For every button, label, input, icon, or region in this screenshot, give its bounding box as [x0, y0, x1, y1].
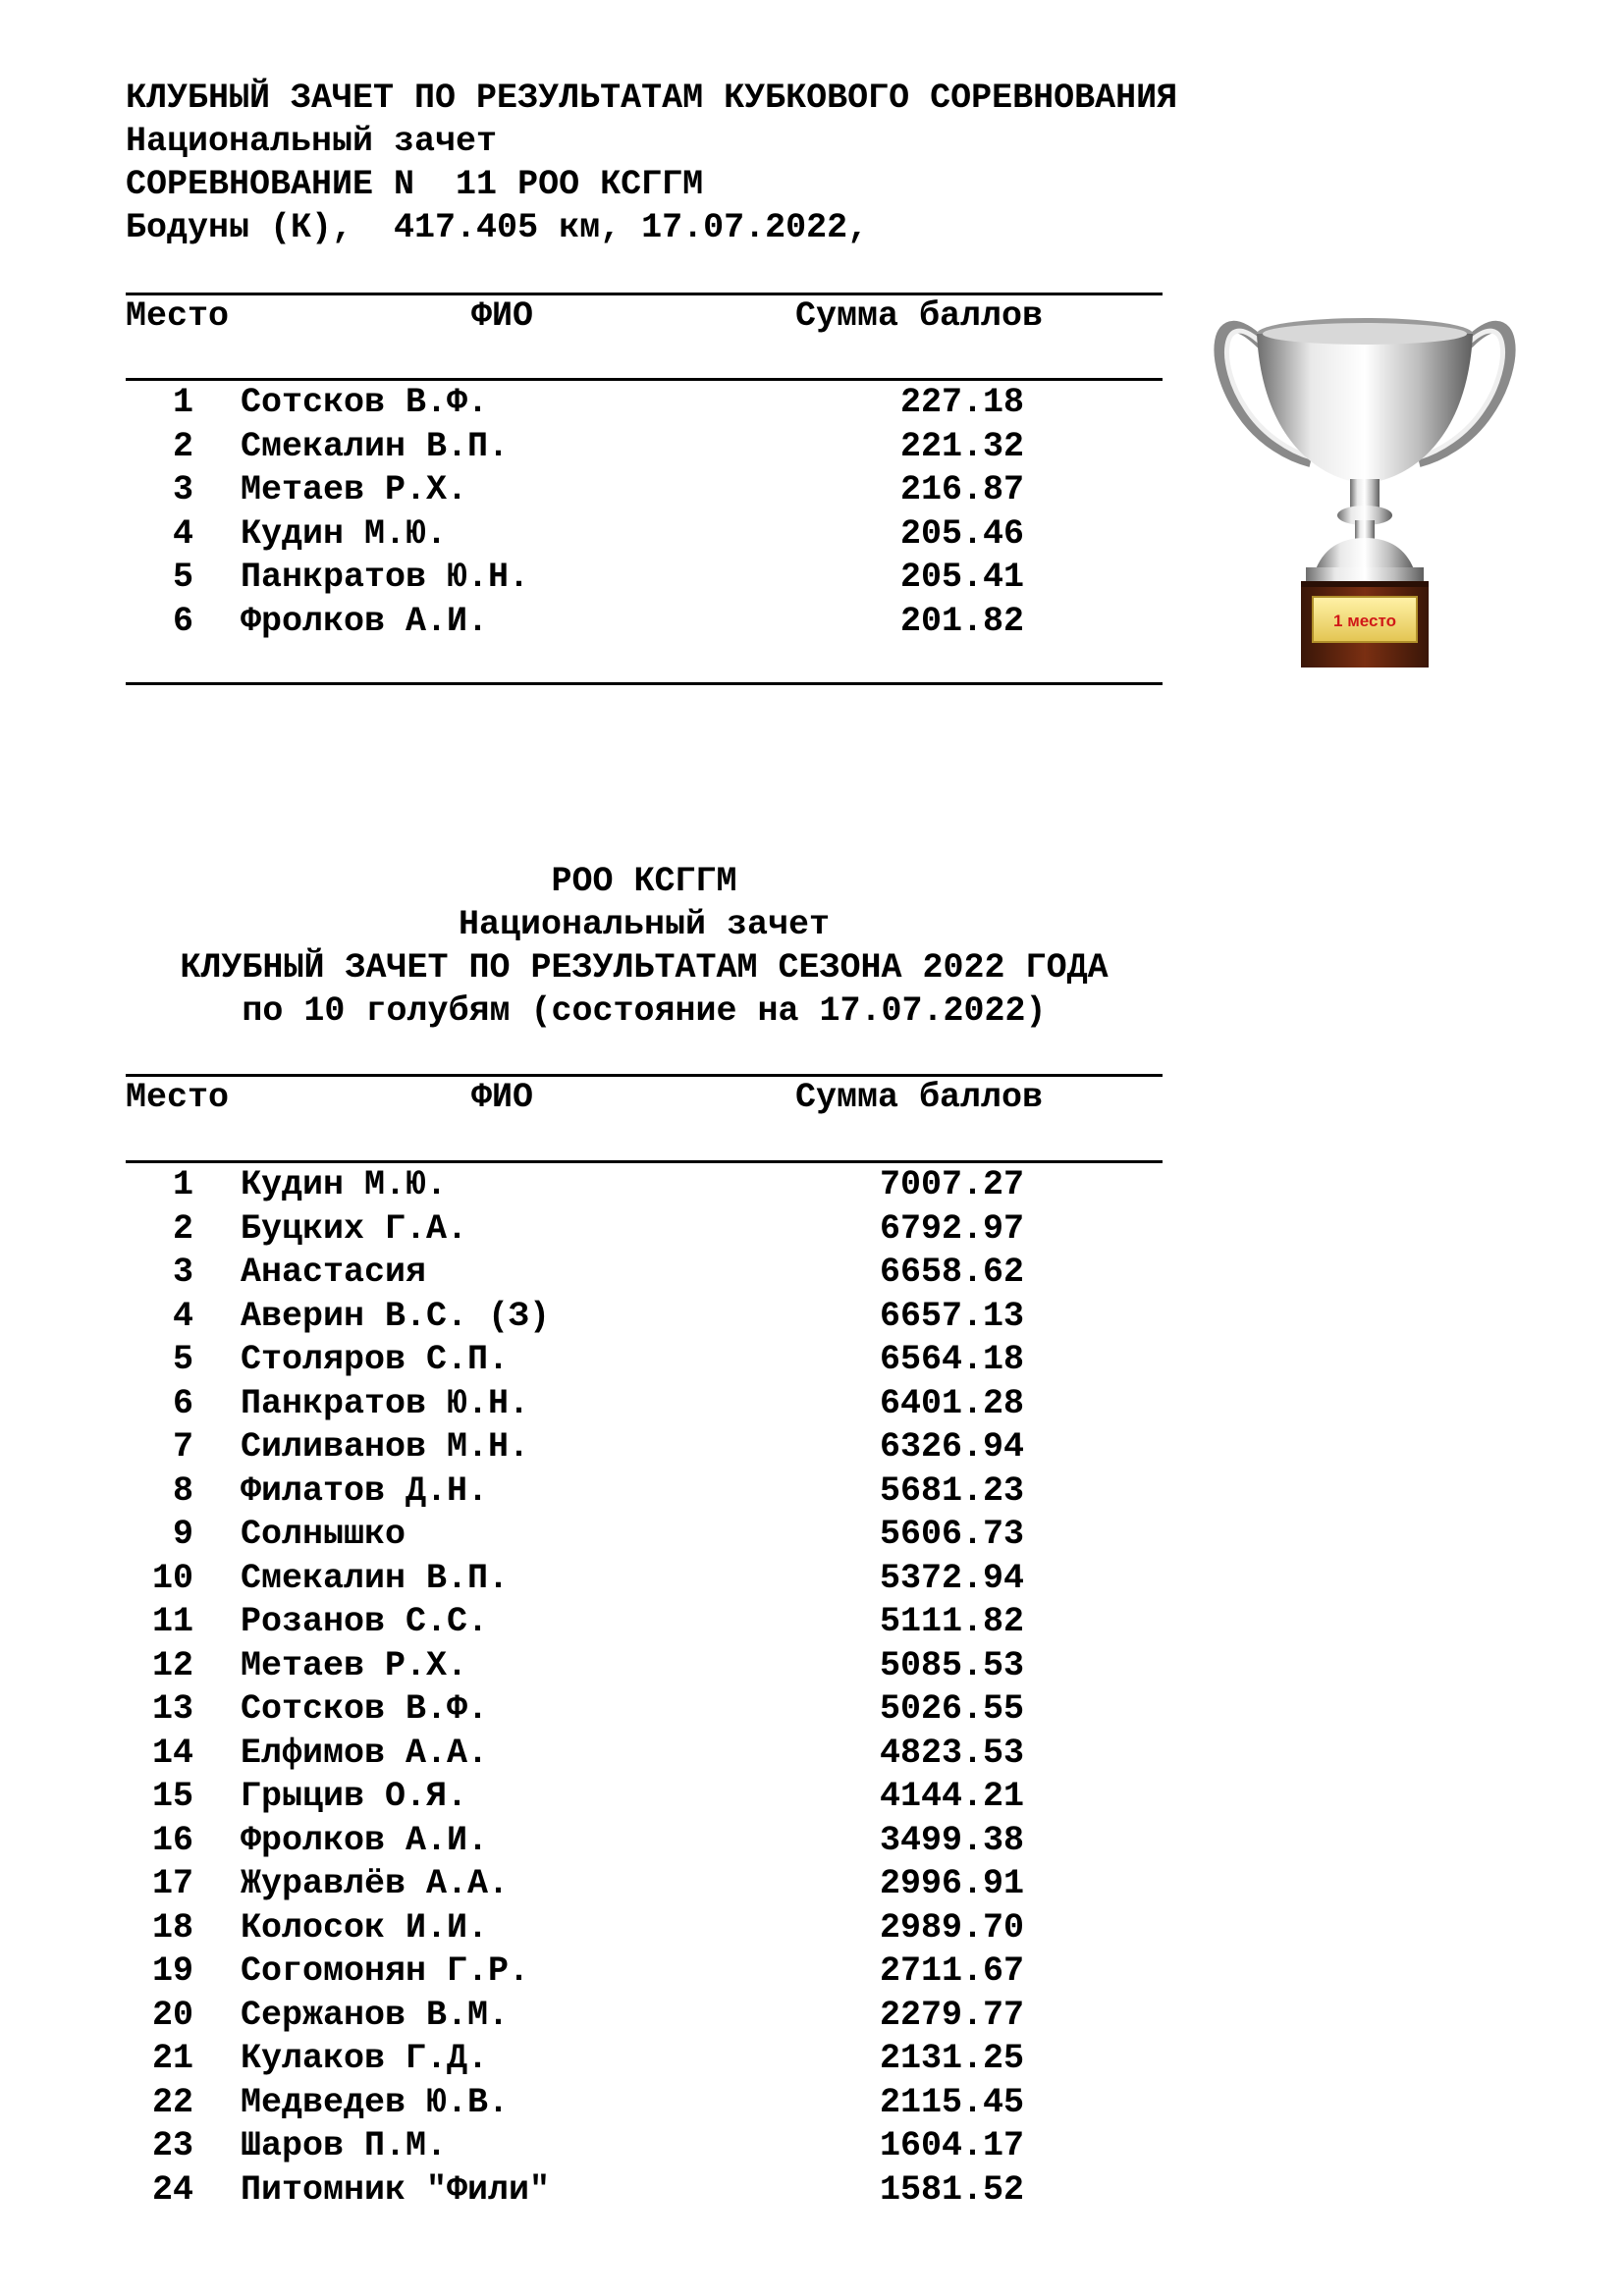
season-note: по 10 голубям (состояние на 17.07.2022) [242, 991, 1047, 1031]
cup-header-score: Сумма баллов [795, 296, 1044, 336]
row-place: 5 [172, 558, 193, 597]
row-name: Согомонян Г.Р. [241, 1951, 530, 1991]
row-score: 4144.21 [879, 1777, 1024, 1816]
row-score: 201.82 [899, 601, 1024, 641]
season-title: КЛУБНЫЙ ЗАЧЕТ ПО РЕЗУЛЬТАТАМ СЕЗОНА 2022 ГОДА [180, 948, 1109, 988]
row-name: Елфимов А.А. [241, 1733, 489, 1773]
row-name: Колосок И.И. [241, 1907, 489, 1948]
row-name: Сержанов В.М. [241, 1995, 510, 2035]
row-name: Медведев Ю.В. [241, 2082, 510, 2122]
row-score: 6326.94 [879, 1427, 1024, 1467]
row-place: 20 [151, 1995, 193, 2035]
row-name: Кудин М.Ю. [241, 1165, 448, 1204]
row-name: Журавлёв А.А. [241, 1864, 510, 1903]
row-name: Фролков А.И. [241, 1820, 489, 1860]
row-place: 3 [172, 1253, 193, 1292]
row-name: Аверин В.С. (З) [241, 1296, 551, 1336]
row-place: 6 [172, 601, 193, 641]
row-score: 216.87 [899, 470, 1024, 509]
row-name: Грыцив О.Я. [241, 1777, 468, 1816]
row-score: 2989.70 [879, 1907, 1024, 1948]
cup-table-bottom-rule [126, 682, 1163, 685]
row-place: 4 [172, 513, 193, 554]
row-place: 7 [172, 1427, 193, 1467]
row-score: 5111.82 [879, 1602, 1024, 1641]
row-score: 205.46 [899, 513, 1024, 554]
row-score: 6657.13 [879, 1296, 1024, 1336]
row-place: 16 [151, 1820, 193, 1860]
row-score: 5606.73 [879, 1515, 1024, 1554]
row-name: Розанов С.С. [241, 1602, 489, 1641]
row-place: 10 [151, 1558, 193, 1598]
row-score: 5372.94 [879, 1558, 1024, 1598]
row-place: 12 [151, 1645, 193, 1685]
row-score: 2711.67 [879, 1951, 1024, 1991]
row-score: 3499.38 [879, 1820, 1024, 1860]
row-score: 2131.25 [879, 2039, 1024, 2078]
row-place: 24 [151, 2169, 193, 2210]
row-name: Панкратов Ю.Н. [241, 1383, 530, 1423]
row-name: Силиванов М.Н. [241, 1427, 530, 1467]
row-place: 11 [151, 1602, 193, 1641]
row-place: 19 [151, 1951, 193, 1991]
season-header-name: ФИО [471, 1078, 534, 1117]
cup-header-place: Место [126, 296, 230, 336]
row-name: Кулаков Г.Д. [241, 2039, 489, 2078]
cup-details: Бодуны (К), 417.405 км, 17.07.2022, [126, 208, 869, 247]
row-place: 8 [172, 1470, 193, 1511]
season-header-place: Место [126, 1078, 230, 1117]
row-place: 14 [151, 1733, 193, 1773]
row-place: 9 [172, 1515, 193, 1554]
row-place: 22 [151, 2082, 193, 2122]
row-name: Филатов Д.Н. [241, 1470, 489, 1511]
row-name: Буцких Г.А. [241, 1208, 468, 1249]
row-name: Метаев Р.Х. [241, 1645, 468, 1685]
row-place: 17 [151, 1864, 193, 1903]
cup-title: КЛУБНЫЙ ЗАЧЕТ ПО РЕЗУЛЬТАТАМ КУБКОВОГО СОРЕВНОВАНИЯ [126, 79, 1178, 118]
row-place: 3 [172, 470, 193, 509]
row-score: 2996.91 [879, 1864, 1024, 1903]
row-score: 4823.53 [879, 1733, 1024, 1773]
row-score: 205.41 [899, 558, 1024, 597]
row-place: 1 [172, 1165, 193, 1204]
row-score: 5681.23 [879, 1470, 1024, 1511]
row-score: 2115.45 [879, 2082, 1024, 2122]
trophy-plate-label: 1 место [1333, 612, 1396, 630]
row-place: 6 [172, 1383, 193, 1423]
row-score: 6401.28 [879, 1383, 1024, 1423]
row-name: Фролков А.И. [241, 601, 489, 641]
row-name: Смекалин В.П. [241, 426, 510, 466]
row-place: 23 [151, 2126, 193, 2165]
row-place: 21 [151, 2039, 193, 2078]
cup-competition: СОРЕВНОВАНИЕ N 11 РОО КСГГМ [126, 165, 704, 204]
row-score: 227.18 [899, 383, 1024, 422]
row-name: Сотсков В.Ф. [241, 1689, 489, 1729]
row-score: 5026.55 [879, 1689, 1024, 1729]
row-place: 18 [151, 1907, 193, 1948]
row-name: Сотсков В.Ф. [241, 383, 489, 422]
row-name: Шаров П.М. [241, 2126, 448, 2165]
row-place: 4 [172, 1296, 193, 1336]
row-score: 7007.27 [879, 1165, 1024, 1204]
row-name: Смекалин В.П. [241, 1558, 510, 1598]
row-score: 6792.97 [879, 1208, 1024, 1249]
row-score: 1581.52 [879, 2169, 1024, 2210]
row-name: Панкратов Ю.Н. [241, 558, 530, 597]
row-score: 5085.53 [879, 1645, 1024, 1685]
row-score: 6564.18 [879, 1340, 1024, 1379]
row-place: 2 [172, 426, 193, 466]
cup-header-name: ФИО [471, 296, 534, 336]
row-name: Питомник "Фили" [241, 2169, 551, 2210]
season-header-score: Сумма баллов [795, 1078, 1044, 1117]
row-place: 5 [172, 1340, 193, 1379]
season-org: РОО КСГГМ [551, 862, 737, 901]
row-place: 13 [151, 1689, 193, 1729]
row-name: Солнышко [241, 1515, 406, 1554]
row-place: 2 [172, 1208, 193, 1249]
row-name: Столяров С.П. [241, 1340, 510, 1379]
row-place: 15 [151, 1777, 193, 1816]
cup-subtitle: Национальный зачет [126, 122, 498, 161]
row-score: 2279.77 [879, 1995, 1024, 2035]
row-name: Кудин М.Ю. [241, 513, 448, 554]
trophy-cup-image [1203, 285, 1527, 677]
row-place: 1 [172, 383, 193, 422]
row-name: Анастасия [241, 1253, 427, 1292]
season-subtitle: Национальный зачет [458, 905, 831, 944]
row-score: 1604.17 [879, 2126, 1024, 2165]
row-score: 221.32 [899, 426, 1024, 466]
row-name: Метаев Р.Х. [241, 470, 468, 509]
row-score: 6658.62 [879, 1253, 1024, 1292]
